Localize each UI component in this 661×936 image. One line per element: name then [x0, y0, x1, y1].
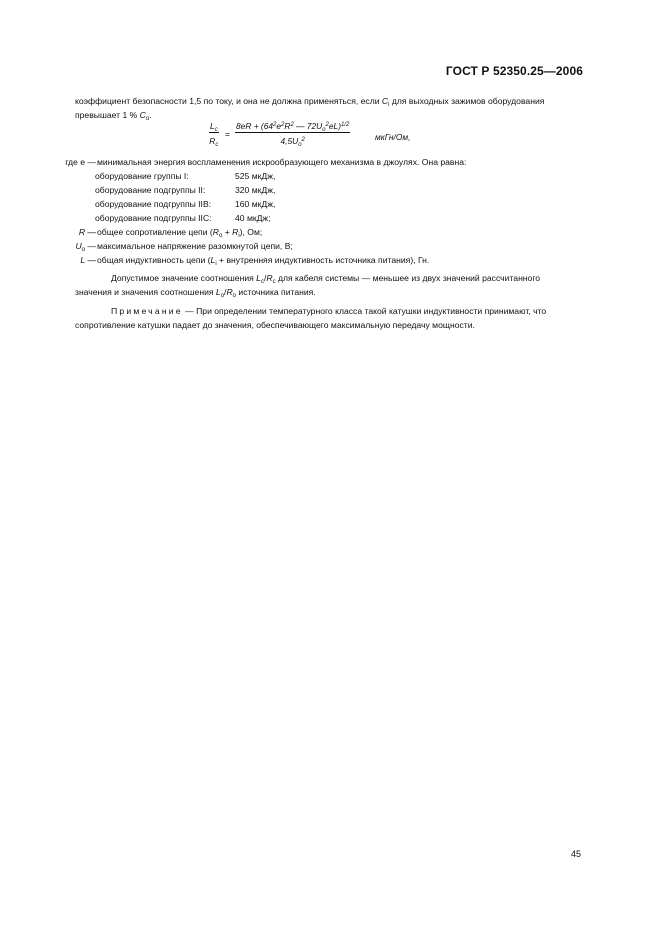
formula-unit: мкГн/Ом, — [375, 132, 411, 142]
formula — [209, 121, 469, 155]
formula-lhs: $L_c$ $R_c$ — [209, 121, 219, 148]
intro-line-2: превышает 1 % $C_о$. — [75, 110, 152, 122]
group-item: оборудование подгруппы IIC: 40 мкДж; — [95, 213, 271, 223]
formula-equals: = — [225, 129, 230, 139]
group-item: оборудование подгруппы II: 320 мкДж, — [95, 185, 276, 195]
intro-line-1: коэффициент безопасности 1,5 по току, и она не должна применяться, если $C_i$ для выходных зажимов оборудования — [75, 96, 545, 108]
admissible-paragraph: Допустимое значение соотношения $L_c/R_c$ для кабеля системы — меньшее из двух значений рассчитанного значения и значения соотношения $L_o/R_o$ источника питания. — [75, 273, 541, 299]
page-number: 45 — [571, 849, 582, 859]
document-page: ГОСТ Р 52350.25—2006 коэффициент безопасности 1,5 по току, и она не должна применяться, если $C_i$ для выходных зажимов оборудования превышает 1 % $C_о$. $L_c$ $R_c$ = $8eR + (64^2e^2R^2$ — $72U_o^2eL)^{1/2}$ $4,5U_o^2$ мкГн/Ом, где e — минимальная энергия воспламенения искрообразующего механизма в джоулях. Она равна: оборудование группы I: 525 мкДж, оборудование подгруппы II: 320 мкДж, оборудование подгруппы IIB: 160 мкДж, оборудование подгруппы IIC: 40 мкДж; R — общее сопротивление цепи $(R_o + R_i)$, Ом; $U_o$ — максимальное напряжение разомкнутой цепи, В; L — общая индуктивность цепи ($L_i$ + внутренняя индуктивность источника питания), Гн. Допустимое значение соотношения $L_c/R_c$ для кабеля системы — меньшее из двух значений рассчитанного значения и значения соотношения $L_o/R_o$ источника питания. Примечание — При определении температурного класса такой катушки индуктивности принимают, что сопротивление катушки падает до значения, обеспечивающего максимальную передачу мощности. 45 — [65, 64, 583, 859]
formula-rhs: $8eR + (64^2e^2R^2$ — $72U_o^2eL)^{1/2}$ $4,5U_o^2$ — [236, 121, 350, 148]
document-code: ГОСТ Р 52350.25—2006 — [445, 64, 583, 78]
note-paragraph: Примечание — При определении температурного класса такой катушки индуктивности принимают, что сопротивление катушки падает до значения, обеспечивающего максимальную передачу мощности. — [75, 306, 547, 330]
note-label: Примечание — [111, 306, 183, 316]
group-item: оборудование подгруппы IIB: 160 мкДж, — [95, 199, 276, 209]
group-item: оборудование группы I: 525 мкДж, — [95, 171, 276, 181]
intro-paragraph — [75, 94, 583, 122]
